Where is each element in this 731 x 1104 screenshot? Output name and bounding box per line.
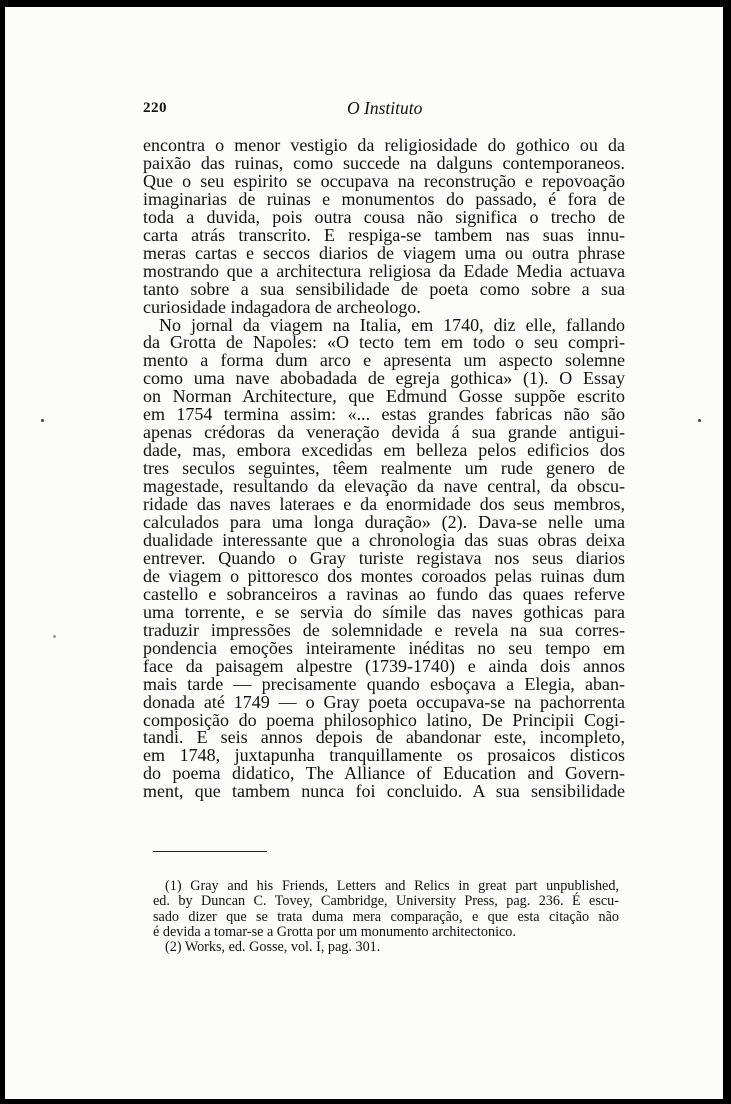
text-line: entrever. Quando o Gray turiste registava nos seus diarios (143, 547, 625, 568)
text-line: mostrando que a architectura religiosa da Edade Media actuava (143, 260, 625, 281)
text-line: paixão das ruinas, como succede na dalguns contemporaneos. (143, 152, 625, 173)
text-line: em 1754 termina assim: «... estas grandes fabricas não são (143, 404, 625, 425)
text-line: dualidade interessante que a chronologia das suas obras deixa (143, 529, 625, 550)
footnote-line: (1) Gray and his Friends, Letters and Relics in great part unpublished, (165, 878, 619, 894)
text-line: em 1748, juxtapunha tranquillamente os prosaicos disticos (143, 745, 625, 766)
text-line: dade, mas, embora excedidas em belleza pelos edificios dos (143, 440, 625, 461)
text-line: on Norman Architecture, que Edmund Gosse suppõe escrito (143, 386, 625, 407)
body-text (143, 137, 625, 801)
print-speck (41, 419, 44, 422)
text-line: No jornal da viagem na Italia, em 1740, diz elle, fallando (159, 314, 625, 335)
print-speck (698, 419, 701, 422)
text-line: calculados para uma longa duração» (2). Dava-se nelle uma (143, 512, 625, 533)
text-line: de viagem o pittoresco dos montes coroados pelas ruinas dum (143, 565, 625, 586)
page-header (5, 100, 723, 124)
book-page (5, 7, 723, 1099)
text-line: pondencia emoções inteiramente inéditas no seu tempo em (143, 637, 625, 658)
footnote-divider (153, 851, 267, 852)
text-line: traduzir impressões de solemnidade e revela na sua corres- (143, 619, 625, 640)
footnote-line: sado dizer que se trata duma mera comparação, e que esta citação não (153, 908, 619, 925)
text-line: tres seculos seguintes, têem realmente um rude genero de (143, 458, 625, 479)
text-line: curiosidade indagadora de archeologo. (143, 296, 421, 317)
text-line: ridade das naves lateraes e da enormidade dos seus membros, (143, 494, 625, 515)
text-line: donada até 1749 — o Gray poeta occupava-se na pachorrenta (143, 691, 625, 712)
text-line: mento a forma dum arco e apresenta um aspecto solemne (143, 350, 625, 371)
text-line: composição do poema philosophico latino, De Principii Cogi- (143, 709, 625, 730)
text-line: tanto sobre a sua sensibilidade de poeta como sobre a sua (143, 278, 625, 299)
text-line: tandi. E seis annos depois de abandonar este, incompleto, (143, 727, 625, 748)
footnotes (153, 879, 619, 955)
text-line: apenas crédoras da veneração devida á sua grande antigui- (143, 422, 625, 443)
text-line: ment, que tambem nunca foi concluido. A sua sensibilidade (143, 781, 625, 802)
text-line: toda a duvida, pois outra cousa não significa o trecho de (143, 206, 625, 227)
text-line: do poema didatico, The Alliance of Education and Govern- (143, 763, 625, 784)
text-line: meras cartas e seccos diarios de viagem uma ou outra phrase (143, 242, 625, 263)
text-line: imaginarias de ruinas e monumentos do passado, é fora de (143, 188, 625, 209)
text-line: uma torrente, e se servia do símile das naves gothicas para (143, 601, 625, 622)
running-title: O Instituto (347, 98, 423, 118)
text-line: encontra o menor vestigio da religiosidade do gothico ou da (143, 135, 625, 155)
text-line: magestade, resultando da elevação da nave central, da obscu- (143, 476, 625, 497)
footnote-line: (2) Works, ed. Gosse, vol. I, pag. 301. (165, 939, 381, 956)
text-line: castello e sobranceiros a ravinas ao fundo das quaes referve (143, 583, 625, 604)
text-line: Que o seu espirito se occupava na reconstrução e repovoação (143, 170, 625, 191)
text-line: da Grotta de Napoles: «O tecto tem em todo o seu compri- (143, 332, 625, 353)
footnote-line: ed. by Duncan C. Tovey, Cambridge, University Press, pag. 236. É escu- (153, 893, 619, 910)
text-line: face da paisagem alpestre (1739-1740) e ainda dois annos (143, 655, 625, 676)
print-speck (53, 635, 56, 638)
page-number: 220 (143, 100, 167, 116)
text-line: como uma nave abobadada de egreja gothica» (1). O Essay (143, 368, 625, 389)
text-line: carta atrás transcrito. E respiga-se tambem nas suas innu- (143, 224, 625, 245)
footnote-line: é devida a tomar-se a Grotta por um monumento architectonico. (153, 923, 516, 940)
text-line: mais tarde — precisamente quando esboçava a Elegia, aban- (143, 673, 625, 694)
